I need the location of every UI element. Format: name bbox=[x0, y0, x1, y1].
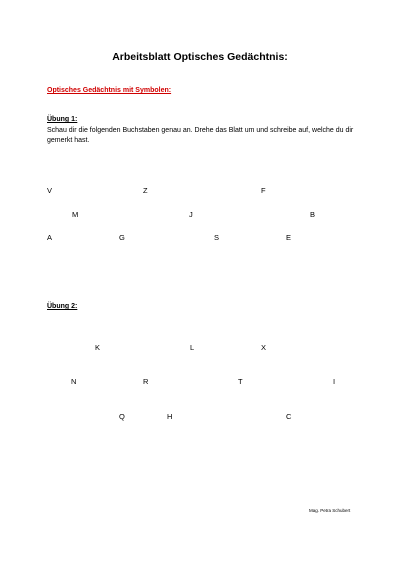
letter-item: K bbox=[95, 343, 101, 352]
letter-item: A bbox=[47, 233, 53, 242]
letter-item: H bbox=[167, 412, 173, 421]
letter-item: X bbox=[261, 343, 267, 352]
letter-item: J bbox=[189, 210, 193, 219]
letter-item: C bbox=[286, 412, 292, 421]
letter-item: Z bbox=[143, 186, 148, 195]
letter-item: G bbox=[119, 233, 125, 242]
letter-item: T bbox=[238, 377, 243, 386]
letter-item: R bbox=[143, 377, 149, 386]
letter-item: L bbox=[190, 343, 195, 352]
author-credit: Mag. Petra Schubert bbox=[309, 508, 351, 513]
section-subheading: Optisches Gedächtnis mit Symbolen: bbox=[47, 87, 172, 94]
letter-item: V bbox=[47, 186, 53, 195]
letter-item: E bbox=[286, 233, 292, 242]
letter-item: I bbox=[333, 377, 336, 386]
exercise-2-heading: Übung 2: bbox=[47, 303, 78, 310]
exercise-1-instructions: Schau dir die folgenden Buchstaben genau an. Drehe das Blatt um und schreibe auf, welche du dir gemerkt hast. bbox=[47, 127, 354, 144]
letter-item: M bbox=[72, 210, 79, 219]
letter-item: F bbox=[261, 186, 266, 195]
letter-item: B bbox=[310, 210, 316, 219]
page-title: Arbeitsblatt Optisches Gedächtnis: bbox=[112, 51, 288, 63]
letter-item: Q bbox=[119, 412, 125, 421]
letter-item: N bbox=[71, 377, 77, 386]
letter-item: S bbox=[214, 233, 220, 242]
exercise-1-heading: Übung 1: bbox=[47, 116, 78, 123]
